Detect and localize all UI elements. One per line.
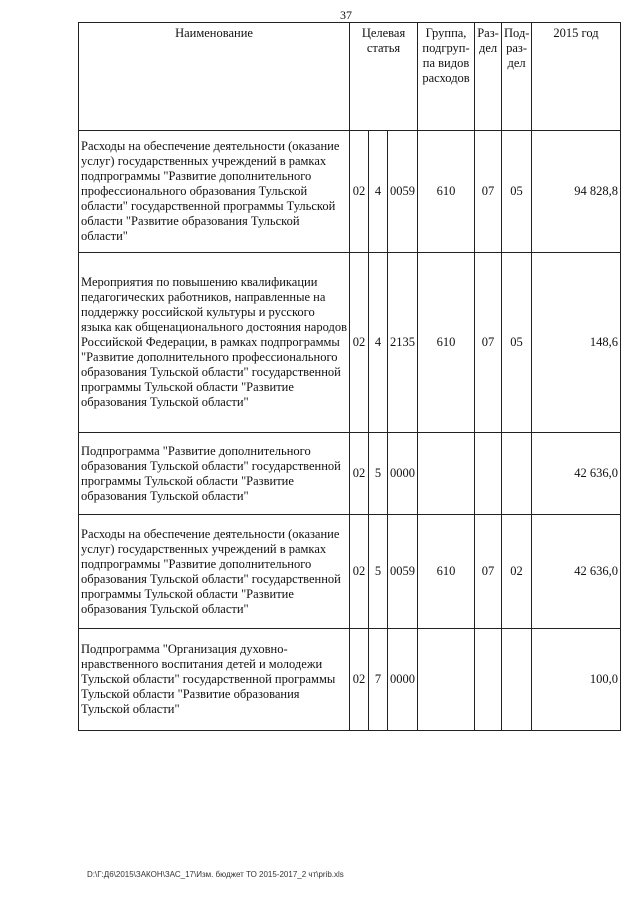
row-amount: 42 636,0 (532, 515, 621, 629)
row-group (418, 433, 475, 515)
row-ts3: 0059 (388, 515, 418, 629)
row-subsection (502, 629, 532, 731)
budget-table (78, 22, 621, 731)
row-ts2: 5 (369, 433, 388, 515)
row-group: 610 (418, 515, 475, 629)
row-subsection: 05 (502, 253, 532, 433)
row-section (475, 433, 502, 515)
table-row (79, 433, 621, 515)
row-subsection: 05 (502, 131, 532, 253)
row-name: Мероприятия по повышению квалификации педагогических работников, направленные на поддержку российской культуры и русского языка как общенационального достояния народов Российской Федерации, в рамках подпрограммы "Развитие дополнительного профессионального образования Тульской области" государственной программы Тульской области "Развитие образования Тульской области" (79, 253, 350, 433)
row-amount: 42 636,0 (532, 433, 621, 515)
row-ts2: 7 (369, 629, 388, 731)
row-amount: 94 828,8 (532, 131, 621, 253)
table-row (79, 253, 621, 433)
row-amount: 148,6 (532, 253, 621, 433)
row-section: 07 (475, 515, 502, 629)
row-subsection (502, 433, 532, 515)
row-ts2: 5 (369, 515, 388, 629)
row-ts3: 0000 (388, 433, 418, 515)
row-group (418, 629, 475, 731)
row-name: Расходы на обеспечение деятельности (оказание услуг) государственных учреждений в рамках подпрограммы "Развитие дополнительного образования Тульской области" государственной программы Тульской области "Развитие образования Тульской области" (79, 515, 350, 629)
row-section: 07 (475, 253, 502, 433)
row-ts1: 02 (350, 515, 369, 629)
row-group: 610 (418, 131, 475, 253)
row-ts1: 02 (350, 131, 369, 253)
row-ts2: 4 (369, 131, 388, 253)
table-row (79, 629, 621, 731)
row-ts3: 0000 (388, 629, 418, 731)
table-row (79, 131, 621, 253)
row-ts1: 02 (350, 433, 369, 515)
row-ts1: 02 (350, 629, 369, 731)
row-name: Расходы на обеспечение деятельности (оказание услуг) государственных учреждений в рамках подпрограммы "Развитие дополнительного профессионального образования Тульской области" государственной программы Тульской области "Развитие образования Тульской области" (79, 131, 350, 253)
row-section: 07 (475, 131, 502, 253)
header-row (79, 23, 621, 131)
header-name: Наименование (79, 23, 350, 131)
row-ts1: 02 (350, 253, 369, 433)
header-year: 2015 год (532, 23, 621, 131)
row-section (475, 629, 502, 731)
header-target-article: Целевая статья (350, 23, 418, 131)
header-group: Группа, подгруп-па видов расходов (418, 23, 475, 131)
row-ts3: 2135 (388, 253, 418, 433)
header-subsection: Под-раз-дел (502, 23, 532, 131)
row-subsection: 02 (502, 515, 532, 629)
row-name: Подпрограмма "Развитие дополнительного образования Тульской области" государственной программы Тульской области "Развитие образования Тульской области" (79, 433, 350, 515)
row-amount: 100,0 (532, 629, 621, 731)
page-number: 37 (340, 8, 352, 22)
row-ts2: 4 (369, 253, 388, 433)
header-section: Раз-дел (475, 23, 502, 131)
row-group: 610 (418, 253, 475, 433)
footer-file-path: D:\Г:Д6\2015\ЗАКОН\ЗАС_17\Изм. бюджет ТО 2015-2017_2 чт\prib.xls (87, 870, 344, 879)
table-row (79, 515, 621, 629)
row-name: Подпрограмма "Организация духовно-нравственного воспитания детей и молодежи Тульской области" государственной программы Тульской области "Развитие образования Тульской области" (79, 629, 350, 731)
row-ts3: 0059 (388, 131, 418, 253)
